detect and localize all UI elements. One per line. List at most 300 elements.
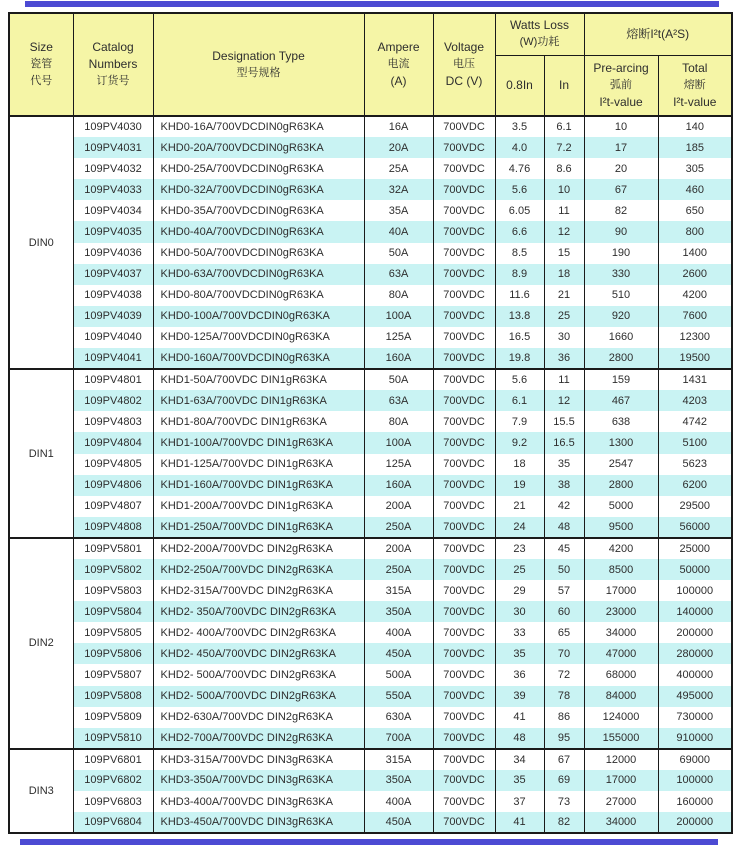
prearcing-i2t-value: 27000 xyxy=(584,791,658,812)
ampere-rating: 400A xyxy=(364,791,433,812)
ampere-rating: 200A xyxy=(364,496,433,517)
prearcing-i2t-value: 920 xyxy=(584,306,658,327)
catalog-number: 109PV5807 xyxy=(73,664,153,685)
designation-type: KHD1-250A/700VDC DIN1gR63KA xyxy=(153,517,364,538)
watts-loss-0-8in: 41 xyxy=(495,707,544,728)
col-header-voltage xyxy=(433,13,495,116)
size-group-label: DIN3 xyxy=(9,749,73,833)
col-header-total-cn: 熔断 xyxy=(683,78,706,91)
ampere-rating: 100A xyxy=(364,306,433,327)
catalog-number: 109PV4035 xyxy=(73,221,153,242)
watts-loss-in: 95 xyxy=(544,728,584,749)
watts-loss-0-8in: 11.6 xyxy=(495,285,544,306)
catalog-number: 109PV6803 xyxy=(73,791,153,812)
prearcing-i2t-value: 1660 xyxy=(584,327,658,348)
watts-loss-0-8in: 36 xyxy=(495,664,544,685)
designation-type: KHD1-63A/700VDC DIN1gR63KA xyxy=(153,390,364,411)
watts-loss-0-8in: 16.5 xyxy=(495,327,544,348)
col-header-catalog-en1: Catalog xyxy=(92,40,134,54)
watts-loss-in: 50 xyxy=(544,559,584,580)
total-i2t-value: 910000 xyxy=(658,728,732,749)
watts-loss-in: 15.5 xyxy=(544,411,584,432)
table-row xyxy=(9,200,732,221)
col-header-size-cn1: 瓷管 xyxy=(30,58,53,70)
prearcing-i2t-value: 23000 xyxy=(584,601,658,622)
ampere-rating: 400A xyxy=(364,622,433,643)
col-header-voltage-cn: 电压 xyxy=(453,58,475,70)
watts-loss-in: 65 xyxy=(544,622,584,643)
designation-type: KHD1-50A/700VDC DIN1gR63KA xyxy=(153,369,364,390)
watts-loss-0-8in: 35 xyxy=(495,770,544,791)
watts-loss-in: 7.2 xyxy=(544,137,584,158)
catalog-number: 109PV4807 xyxy=(73,496,153,517)
col-header-watts-loss-cn: (W)功耗 xyxy=(519,36,560,49)
watts-loss-0-8in: 18 xyxy=(495,454,544,475)
watts-loss-in: 73 xyxy=(544,791,584,812)
designation-type: KHD2-700A/700VDC DIN2gR63KA xyxy=(153,728,364,749)
col-header-ampere xyxy=(364,13,433,116)
designation-type: KHD1-125A/700VDC DIN1gR63KA xyxy=(153,454,364,475)
designation-type: KHD3-450A/700VDC DIN3gR63KA xyxy=(153,812,364,833)
col-header-ampere-en: Ampere xyxy=(377,40,420,54)
ampere-rating: 32A xyxy=(364,179,433,200)
voltage-rating: 700VDC xyxy=(433,643,495,664)
prearcing-i2t-value: 34000 xyxy=(584,622,658,643)
catalog-number: 109PV4034 xyxy=(73,200,153,221)
voltage-rating: 700VDC xyxy=(433,475,495,496)
ampere-rating: 100A xyxy=(364,432,433,453)
prearcing-i2t-value: 330 xyxy=(584,264,658,285)
col-header-in: In xyxy=(544,55,584,116)
prearcing-i2t-value: 17000 xyxy=(584,580,658,601)
designation-type: KHD0-50A/700VDCDIN0gR63KA xyxy=(153,243,364,264)
prearcing-i2t-value: 124000 xyxy=(584,707,658,728)
watts-loss-0-8in: 34 xyxy=(495,749,544,770)
prearcing-i2t-value: 2800 xyxy=(584,348,658,369)
total-i2t-value: 280000 xyxy=(658,643,732,664)
voltage-rating: 700VDC xyxy=(433,517,495,538)
table-row xyxy=(9,791,732,812)
designation-type: KHD2- 400A/700VDC DIN2gR63KA xyxy=(153,622,364,643)
watts-loss-0-8in: 6.1 xyxy=(495,390,544,411)
table-row xyxy=(9,158,732,179)
catalog-number: 109PV4806 xyxy=(73,475,153,496)
ampere-rating: 125A xyxy=(364,327,433,348)
col-header-designation-cn: 型号规格 xyxy=(236,66,281,79)
total-i2t-value: 5100 xyxy=(658,432,732,453)
table-row xyxy=(9,264,732,285)
prearcing-i2t-value: 190 xyxy=(584,243,658,264)
ampere-rating: 315A xyxy=(364,749,433,770)
total-i2t-value: 4200 xyxy=(658,285,732,306)
col-header-catalog-en2: Numbers xyxy=(88,57,138,71)
watts-loss-in: 67 xyxy=(544,749,584,770)
table-row xyxy=(9,538,732,559)
catalog-number: 109PV4033 xyxy=(73,179,153,200)
voltage-rating: 700VDC xyxy=(433,432,495,453)
total-i2t-value: 4203 xyxy=(658,390,732,411)
table-row xyxy=(9,369,732,390)
watts-loss-0-8in: 33 xyxy=(495,622,544,643)
watts-loss-0-8in: 41 xyxy=(495,812,544,833)
table-row xyxy=(9,707,732,728)
table-row xyxy=(9,622,732,643)
voltage-rating: 700VDC xyxy=(433,559,495,580)
watts-loss-0-8in: 9.2 xyxy=(495,432,544,453)
watts-loss-in: 30 xyxy=(544,327,584,348)
voltage-rating: 700VDC xyxy=(433,707,495,728)
catalog-number: 109PV5805 xyxy=(73,622,153,643)
watts-loss-in: 70 xyxy=(544,643,584,664)
ampere-rating: 125A xyxy=(364,454,433,475)
size-group-label: DIN1 xyxy=(9,369,73,538)
watts-loss-in: 6.1 xyxy=(544,116,584,137)
total-i2t-value: 140000 xyxy=(658,601,732,622)
total-i2t-value: 185 xyxy=(658,137,732,158)
prearcing-i2t-value: 34000 xyxy=(584,812,658,833)
ampere-rating: 16A xyxy=(364,116,433,137)
designation-type: KHD0-100A/700VDCDIN0gR63KA xyxy=(153,306,364,327)
table-row xyxy=(9,580,732,601)
table-row xyxy=(9,517,732,538)
watts-loss-0-8in: 6.6 xyxy=(495,221,544,242)
catalog-number: 109PV5804 xyxy=(73,601,153,622)
designation-type: KHD1-200A/700VDC DIN1gR63KA xyxy=(153,496,364,517)
col-header-total xyxy=(658,55,732,116)
total-i2t-value: 69000 xyxy=(658,749,732,770)
table-row xyxy=(9,327,732,348)
watts-loss-0-8in: 21 xyxy=(495,496,544,517)
voltage-rating: 700VDC xyxy=(433,411,495,432)
total-i2t-value: 460 xyxy=(658,179,732,200)
ampere-rating: 50A xyxy=(364,243,433,264)
catalog-number: 109PV5810 xyxy=(73,728,153,749)
table-row xyxy=(9,454,732,475)
watts-loss-0-8in: 30 xyxy=(495,601,544,622)
top-divider xyxy=(25,1,719,7)
header-row-1 xyxy=(9,13,732,55)
designation-type: KHD0-63A/700VDCDIN0gR63KA xyxy=(153,264,364,285)
catalog-number: 109PV4031 xyxy=(73,137,153,158)
watts-loss-in: 42 xyxy=(544,496,584,517)
total-i2t-value: 495000 xyxy=(658,686,732,707)
voltage-rating: 700VDC xyxy=(433,221,495,242)
prearcing-i2t-value: 467 xyxy=(584,390,658,411)
designation-type: KHD3-315A/700VDC DIN3gR63KA xyxy=(153,749,364,770)
ampere-rating: 450A xyxy=(364,812,433,833)
watts-loss-in: 16.5 xyxy=(544,432,584,453)
prearcing-i2t-value: 5000 xyxy=(584,496,658,517)
watts-loss-0-8in: 5.6 xyxy=(495,369,544,390)
designation-type: KHD1-80A/700VDC DIN1gR63KA xyxy=(153,411,364,432)
voltage-rating: 700VDC xyxy=(433,770,495,791)
col-header-size-en: Size xyxy=(29,40,53,54)
table-row xyxy=(9,664,732,685)
total-i2t-value: 200000 xyxy=(658,622,732,643)
total-i2t-value: 1431 xyxy=(658,369,732,390)
total-i2t-value: 7600 xyxy=(658,306,732,327)
prearcing-i2t-value: 17 xyxy=(584,137,658,158)
watts-loss-in: 36 xyxy=(544,348,584,369)
total-i2t-value: 305 xyxy=(658,158,732,179)
watts-loss-in: 45 xyxy=(544,538,584,559)
table-row xyxy=(9,137,732,158)
voltage-rating: 700VDC xyxy=(433,749,495,770)
catalog-number: 109PV6801 xyxy=(73,749,153,770)
ampere-rating: 40A xyxy=(364,221,433,242)
table-header xyxy=(9,13,732,116)
prearcing-i2t-value: 10 xyxy=(584,116,658,137)
table-row xyxy=(9,686,732,707)
watts-loss-0-8in: 35 xyxy=(495,643,544,664)
voltage-rating: 700VDC xyxy=(433,454,495,475)
watts-loss-0-8in: 4.0 xyxy=(495,137,544,158)
col-header-ampere-cn: 电流 xyxy=(387,58,410,70)
watts-loss-0-8in: 24 xyxy=(495,517,544,538)
catalog-number: 109PV4803 xyxy=(73,411,153,432)
watts-loss-in: 12 xyxy=(544,390,584,411)
designation-type: KHD1-160A/700VDC DIN1gR63KA xyxy=(153,475,364,496)
table-row xyxy=(9,411,732,432)
voltage-rating: 700VDC xyxy=(433,686,495,707)
watts-loss-in: 60 xyxy=(544,601,584,622)
col-header-watts-loss-en: Watts Loss xyxy=(510,18,569,33)
watts-loss-in: 35 xyxy=(544,454,584,475)
watts-loss-in: 78 xyxy=(544,686,584,707)
total-i2t-value: 6200 xyxy=(658,475,732,496)
watts-loss-0-8in: 8.9 xyxy=(495,264,544,285)
prearcing-i2t-value: 47000 xyxy=(584,643,658,664)
prearcing-i2t-value: 159 xyxy=(584,369,658,390)
total-i2t-value: 12300 xyxy=(658,327,732,348)
table-row xyxy=(9,812,732,833)
designation-type: KHD2-630A/700VDC DIN2gR63KA xyxy=(153,707,364,728)
catalog-number: 109PV4037 xyxy=(73,264,153,285)
catalog-number: 109PV4032 xyxy=(73,158,153,179)
table-row xyxy=(9,432,732,453)
prearcing-i2t-value: 2800 xyxy=(584,475,658,496)
catalog-number: 109PV4036 xyxy=(73,243,153,264)
table-row xyxy=(9,601,732,622)
total-i2t-value: 160000 xyxy=(658,791,732,812)
total-i2t-value: 50000 xyxy=(658,559,732,580)
ampere-rating: 35A xyxy=(364,200,433,221)
watts-loss-in: 38 xyxy=(544,475,584,496)
table-row xyxy=(9,116,732,137)
col-header-ampere-unit: (A) xyxy=(390,74,407,88)
table-row xyxy=(9,221,732,242)
ampere-rating: 25A xyxy=(364,158,433,179)
designation-type: KHD0-25A/700VDCDIN0gR63KA xyxy=(153,158,364,179)
watts-loss-in: 86 xyxy=(544,707,584,728)
voltage-rating: 700VDC xyxy=(433,158,495,179)
prearcing-i2t-value: 68000 xyxy=(584,664,658,685)
col-header-prearcing-en: Pre-arcing xyxy=(593,60,649,75)
ampere-rating: 80A xyxy=(364,411,433,432)
designation-type: KHD0-16A/700VDCDIN0gR63KA xyxy=(153,116,364,137)
prearcing-i2t-value: 638 xyxy=(584,411,658,432)
ampere-rating: 160A xyxy=(364,475,433,496)
catalog-number: 109PV4805 xyxy=(73,454,153,475)
watts-loss-in: 18 xyxy=(544,264,584,285)
watts-loss-0-8in: 6.05 xyxy=(495,200,544,221)
ampere-rating: 550A xyxy=(364,686,433,707)
voltage-rating: 700VDC xyxy=(433,791,495,812)
designation-type: KHD0-160A/700VDCDIN0gR63KA xyxy=(153,348,364,369)
total-i2t-value: 5623 xyxy=(658,454,732,475)
watts-loss-in: 25 xyxy=(544,306,584,327)
designation-type: KHD0-35A/700VDCDIN0gR63KA xyxy=(153,200,364,221)
table-row xyxy=(9,496,732,517)
watts-loss-0-8in: 4.76 xyxy=(495,158,544,179)
ampere-rating: 250A xyxy=(364,559,433,580)
ampere-rating: 20A xyxy=(364,137,433,158)
col-header-i2t: 熔断I²t(A²S) xyxy=(584,13,732,55)
ampere-rating: 200A xyxy=(364,538,433,559)
designation-type: KHD0-20A/700VDCDIN0gR63KA xyxy=(153,137,364,158)
watts-loss-0-8in: 5.6 xyxy=(495,179,544,200)
voltage-rating: 700VDC xyxy=(433,664,495,685)
watts-loss-0-8in: 37 xyxy=(495,791,544,812)
catalog-number: 109PV5803 xyxy=(73,580,153,601)
col-header-0-8in: 0.8In xyxy=(495,55,544,116)
fuse-spec-table xyxy=(8,12,733,834)
ampere-rating: 80A xyxy=(364,285,433,306)
catalog-number: 109PV5802 xyxy=(73,559,153,580)
designation-type: KHD3-400A/700VDC DIN3gR63KA xyxy=(153,791,364,812)
table-row xyxy=(9,390,732,411)
prearcing-i2t-value: 9500 xyxy=(584,517,658,538)
catalog-number: 109PV6804 xyxy=(73,812,153,833)
total-i2t-value: 25000 xyxy=(658,538,732,559)
col-header-voltage-unit: DC (V) xyxy=(445,74,483,88)
prearcing-i2t-value: 155000 xyxy=(584,728,658,749)
catalog-number: 109PV4040 xyxy=(73,327,153,348)
voltage-rating: 700VDC xyxy=(433,580,495,601)
ampere-rating: 315A xyxy=(364,580,433,601)
watts-loss-in: 8.6 xyxy=(544,158,584,179)
voltage-rating: 700VDC xyxy=(433,622,495,643)
watts-loss-0-8in: 7.9 xyxy=(495,411,544,432)
voltage-rating: 700VDC xyxy=(433,179,495,200)
voltage-rating: 700VDC xyxy=(433,137,495,158)
catalog-number: 109PV6802 xyxy=(73,770,153,791)
watts-loss-0-8in: 23 xyxy=(495,538,544,559)
table-row xyxy=(9,559,732,580)
size-group-label: DIN0 xyxy=(9,116,73,369)
table-row xyxy=(9,770,732,791)
designation-type: KHD0-32A/700VDCDIN0gR63KA xyxy=(153,179,364,200)
prearcing-i2t-value: 1300 xyxy=(584,432,658,453)
catalog-number: 109PV5806 xyxy=(73,643,153,664)
ampere-rating: 630A xyxy=(364,707,433,728)
ampere-rating: 160A xyxy=(364,348,433,369)
col-header-prearcing-unit: I²t-value xyxy=(599,94,643,109)
watts-loss-0-8in: 3.5 xyxy=(495,116,544,137)
voltage-rating: 700VDC xyxy=(433,243,495,264)
table-row xyxy=(9,306,732,327)
prearcing-i2t-value: 90 xyxy=(584,221,658,242)
watts-loss-0-8in: 48 xyxy=(495,728,544,749)
ampere-rating: 350A xyxy=(364,601,433,622)
prearcing-i2t-value: 12000 xyxy=(584,749,658,770)
total-i2t-value: 100000 xyxy=(658,770,732,791)
voltage-rating: 700VDC xyxy=(433,116,495,137)
catalog-number: 109PV4804 xyxy=(73,432,153,453)
total-i2t-value: 19500 xyxy=(658,348,732,369)
table-row xyxy=(9,643,732,664)
catalog-number: 109PV4801 xyxy=(73,369,153,390)
col-header-watts-loss xyxy=(495,13,584,55)
table-row xyxy=(9,749,732,770)
total-i2t-value: 650 xyxy=(658,200,732,221)
voltage-rating: 700VDC xyxy=(433,496,495,517)
watts-loss-0-8in: 8.5 xyxy=(495,243,544,264)
table-row xyxy=(9,243,732,264)
prearcing-i2t-value: 8500 xyxy=(584,559,658,580)
voltage-rating: 700VDC xyxy=(433,285,495,306)
watts-loss-in: 11 xyxy=(544,369,584,390)
total-i2t-value: 140 xyxy=(658,116,732,137)
total-i2t-value: 200000 xyxy=(658,812,732,833)
watts-loss-in: 72 xyxy=(544,664,584,685)
total-i2t-value: 1400 xyxy=(658,243,732,264)
total-i2t-value: 730000 xyxy=(658,707,732,728)
catalog-number: 109PV5801 xyxy=(73,538,153,559)
designation-type: KHD3-350A/700VDC DIN3gR63KA xyxy=(153,770,364,791)
size-group-label: DIN2 xyxy=(9,538,73,749)
col-header-catalog xyxy=(73,13,153,116)
table-row xyxy=(9,179,732,200)
voltage-rating: 700VDC xyxy=(433,538,495,559)
watts-loss-0-8in: 13.8 xyxy=(495,306,544,327)
watts-loss-0-8in: 25 xyxy=(495,559,544,580)
watts-loss-in: 12 xyxy=(544,221,584,242)
designation-type: KHD2-250A/700VDC DIN2gR63KA xyxy=(153,559,364,580)
designation-type: KHD0-80A/700VDCDIN0gR63KA xyxy=(153,285,364,306)
col-header-catalog-cn: 订货号 xyxy=(96,75,130,87)
total-i2t-value: 100000 xyxy=(658,580,732,601)
catalog-number: 109PV4038 xyxy=(73,285,153,306)
catalog-number: 109PV5809 xyxy=(73,707,153,728)
prearcing-i2t-value: 4200 xyxy=(584,538,658,559)
ampere-rating: 700A xyxy=(364,728,433,749)
watts-loss-in: 48 xyxy=(544,517,584,538)
total-i2t-value: 2600 xyxy=(658,264,732,285)
designation-type: KHD2-315A/700VDC DIN2gR63KA xyxy=(153,580,364,601)
table-row xyxy=(9,348,732,369)
table-row xyxy=(9,728,732,749)
catalog-number: 109PV4808 xyxy=(73,517,153,538)
watts-loss-in: 82 xyxy=(544,812,584,833)
total-i2t-value: 4742 xyxy=(658,411,732,432)
designation-type: KHD0-125A/700VDCDIN0gR63KA xyxy=(153,327,364,348)
watts-loss-in: 15 xyxy=(544,243,584,264)
catalog-number: 109PV5808 xyxy=(73,686,153,707)
catalog-number: 109PV4802 xyxy=(73,390,153,411)
prearcing-i2t-value: 67 xyxy=(584,179,658,200)
designation-type: KHD0-40A/700VDCDIN0gR63KA xyxy=(153,221,364,242)
watts-loss-in: 21 xyxy=(544,285,584,306)
voltage-rating: 700VDC xyxy=(433,264,495,285)
prearcing-i2t-value: 20 xyxy=(584,158,658,179)
ampere-rating: 500A xyxy=(364,664,433,685)
table-body xyxy=(9,116,732,833)
voltage-rating: 700VDC xyxy=(433,348,495,369)
col-header-size-cn2: 代号 xyxy=(30,75,53,87)
watts-loss-in: 10 xyxy=(544,179,584,200)
designation-type: KHD2- 500A/700VDC DIN2gR63KA xyxy=(153,664,364,685)
